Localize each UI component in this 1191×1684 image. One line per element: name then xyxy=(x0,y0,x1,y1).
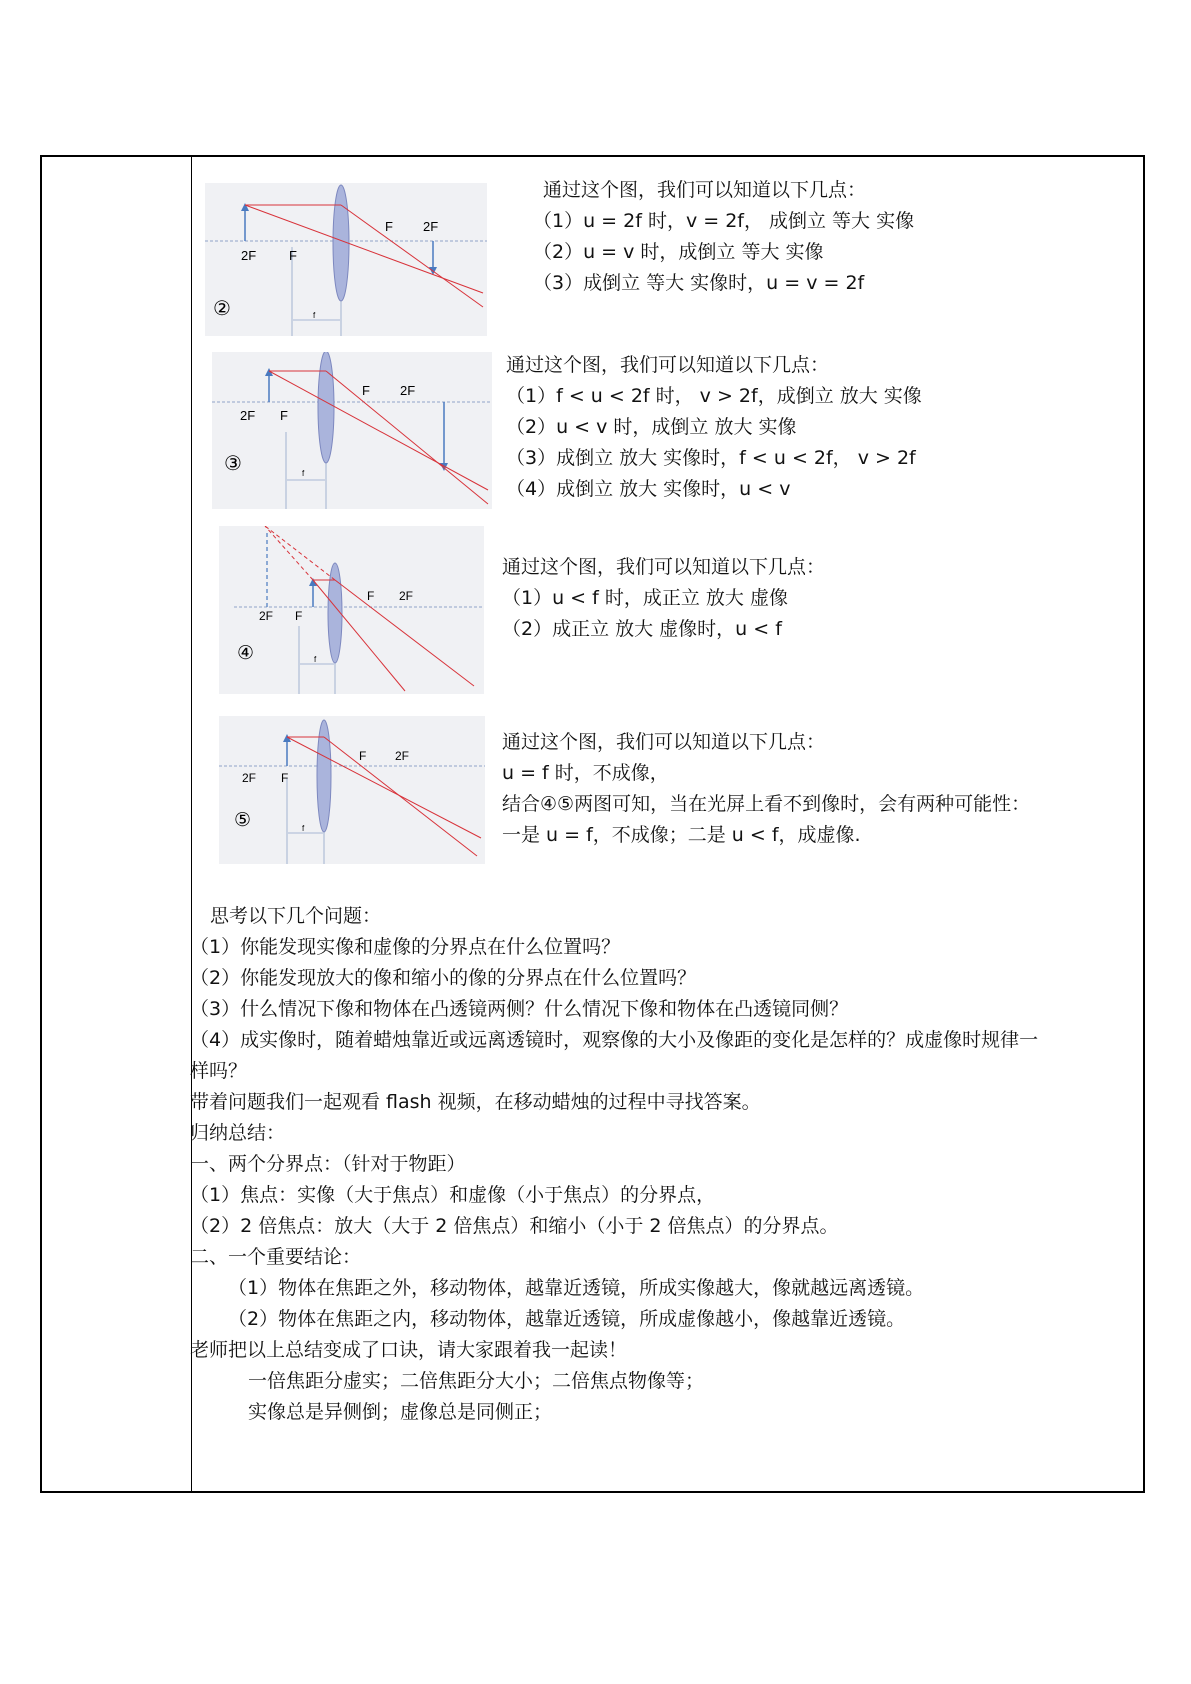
lens-diagram-3 xyxy=(212,352,492,509)
point-line: 通过这个图，我们可以知道以下几点： xyxy=(502,731,826,753)
mnemonic-intro: 老师把以上总结变成了口诀，请大家跟着我一起读！ xyxy=(190,1339,628,1361)
discussion-block xyxy=(190,901,1038,1428)
label-2f-right: 2F xyxy=(400,383,416,398)
label-f-left: F xyxy=(281,771,289,785)
point-line: （4）成倒立 放大 实像时，u < v xyxy=(506,478,791,500)
point-line: 结合④⑤两图可知，当在光屏上看不到像时，会有两种可能性： xyxy=(502,793,1031,815)
point-line: （2）成正立 放大 虚像时，u < f xyxy=(502,618,782,640)
figure-marker: ③ xyxy=(224,451,242,475)
points-block-4 xyxy=(502,552,825,645)
lens-diagram-2 xyxy=(205,183,487,336)
figure-marker: ⑤ xyxy=(234,809,252,831)
part2-title: 二、一个重要结论： xyxy=(190,1246,362,1268)
part2-item: （2）物体在焦距之内，移动物体，越靠近透镜，所成虚像越小，像越靠近透镜。 xyxy=(228,1308,906,1330)
label-f-right: F xyxy=(362,383,370,398)
part1-item: （2）2 倍焦点：放大（大于 2 倍焦点）和缩小（小于 2 倍焦点）的分界点。 xyxy=(190,1215,839,1237)
point-line: 通过这个图，我们可以知道以下几点： xyxy=(502,556,826,578)
points-block-2 xyxy=(533,175,914,299)
label-focal: f xyxy=(302,469,305,478)
label-2f-left: 2F xyxy=(241,248,257,263)
label-focal: f xyxy=(313,311,316,320)
summary-title: 归纳总结： xyxy=(190,1122,286,1144)
question-line: 样吗？ xyxy=(190,1060,248,1082)
label-focal: f xyxy=(314,655,317,664)
point-line: （1）u < f 时，成正立 放大 虚像 xyxy=(502,587,788,609)
label-2f-left: 2F xyxy=(259,609,274,623)
label-f-right: F xyxy=(385,219,393,234)
question-line: （2）你能发现放大的像和缩小的像的分界点在什么位置吗？ xyxy=(190,967,697,989)
question-line: （1）你能发现实像和虚像的分界点在什么位置吗？ xyxy=(190,936,621,958)
label-f-right: F xyxy=(367,589,375,603)
point-line: （2）u = v 时，成倒立 等大 实像 xyxy=(533,241,824,263)
point-line: 一是 u = f，不成像；二是 u < f，成虚像. xyxy=(502,824,861,846)
mnemonic-line: 实像总是异侧倒；虚像总是同侧正； xyxy=(248,1401,553,1423)
label-2f-right: 2F xyxy=(423,219,439,234)
point-line: （3）成倒立 等大 实像时，u = v = 2f xyxy=(533,272,865,294)
label-f-left: F xyxy=(280,408,288,423)
point-line: 通过这个图，我们可以知道以下几点： xyxy=(543,179,867,201)
point-line: （2）u < v 时，成倒立 放大 实像 xyxy=(506,416,797,438)
label-2f-right: 2F xyxy=(395,749,410,763)
part1-item: （1）焦点：实像（大于焦点）和虚像（小于焦点）的分界点， xyxy=(190,1184,716,1206)
part2-item: （1）物体在焦距之外，移动物体，越靠近透镜，所成实像越大，像就越远离透镜。 xyxy=(228,1277,925,1299)
label-2f-left: 2F xyxy=(242,771,257,785)
figure-marker: ④ xyxy=(237,642,255,664)
point-line: （1）f < u < 2f 时， v > 2f，成倒立 放大 实像 xyxy=(506,385,922,407)
lens-diagram-4 xyxy=(219,526,484,694)
label-2f-left: 2F xyxy=(240,408,256,423)
points-block-5 xyxy=(502,727,1030,851)
question-line: （4）成实像时，随着蜡烛靠近或远离透镜时，观察像的大小及像距的变化是怎样的？成虚像时规律一 xyxy=(190,1029,1039,1051)
point-line: （1）u = 2f 时，v = 2f， 成倒立 等大 实像 xyxy=(533,210,915,232)
point-line: （3）成倒立 放大 实像时，f < u < 2f， v > 2f xyxy=(506,447,916,469)
label-f-left: F xyxy=(289,248,297,263)
question-line: （3）什么情况下像和物体在凸透镜两侧？什么情况下像和物体在凸透镜同侧？ xyxy=(190,998,849,1020)
discussion-intro: 思考以下几个问题： xyxy=(210,905,382,927)
mnemonic-line: 一倍焦距分虚实；二倍焦距分大小；二倍焦点物像等； xyxy=(248,1370,705,1392)
lens-diagram-5 xyxy=(219,716,485,864)
point-line: 通过这个图，我们可以知道以下几点： xyxy=(506,354,830,376)
part1-title: 一、两个分界点：（针对于物距） xyxy=(190,1153,466,1175)
label-f-left: F xyxy=(295,609,303,623)
figure-marker: ② xyxy=(213,296,231,320)
point-line: u = f 时，不成像， xyxy=(502,762,669,784)
label-focal: f xyxy=(302,824,305,833)
points-block-3 xyxy=(506,350,922,505)
label-f-right: F xyxy=(359,749,367,763)
flash-note: 带着问题我们一起观看 flash 视频，在移动蜡烛的过程中寻找答案。 xyxy=(190,1091,761,1113)
label-2f-right: 2F xyxy=(399,589,414,603)
